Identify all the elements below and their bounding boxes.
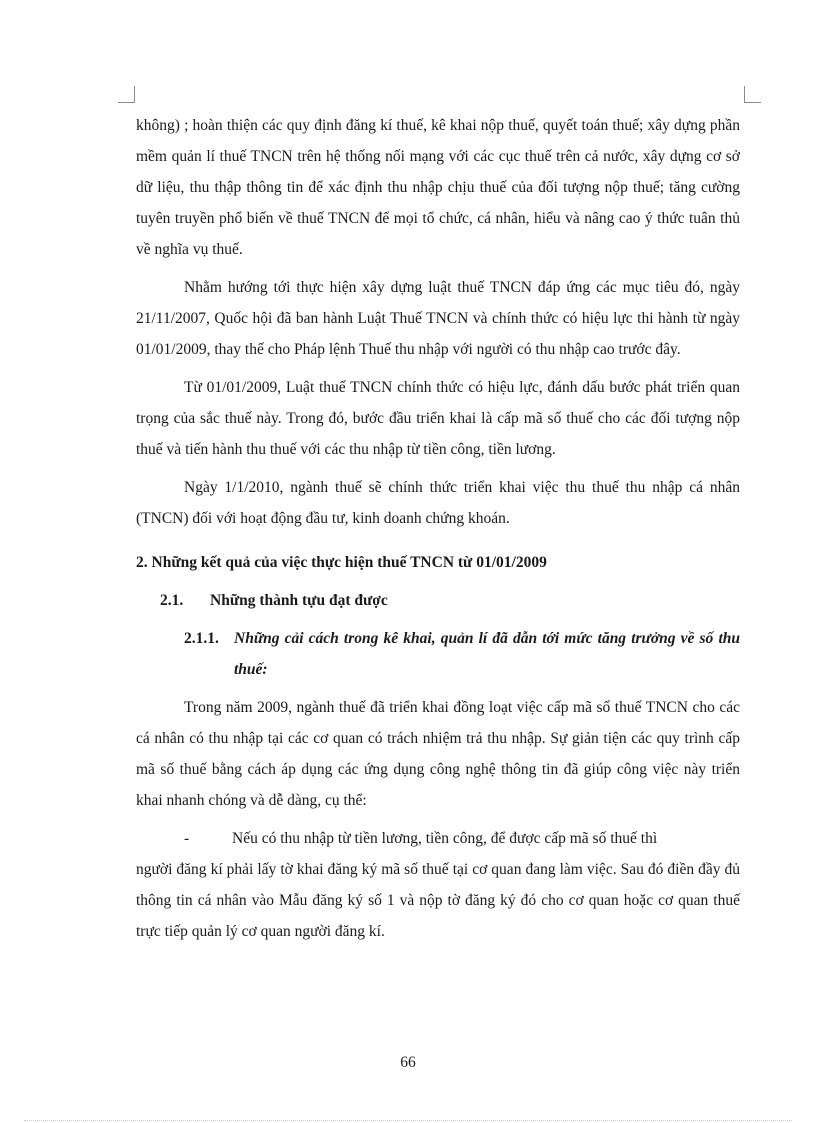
bullet-item <box>136 823 740 947</box>
paragraph-5: Trong năm 2009, ngành thuế đã triển khai đồng loạt việc cấp mã số thuế TNCN cho các cá nhân có thu nhập tại các cơ quan có trách nhiệm trả thu nhập. Sự giản tiện các quy trình cấp mã số thuế bằng cách áp dụng các ứng dụng công nghệ thông tin đã giúp công việc này triển khai nhanh chóng và dễ dàng, cụ thể: <box>136 699 740 809</box>
page-body <box>136 110 740 947</box>
heading-text: Những cải cách trong kê khai, quản lí đã dẫn tới mức tăng trưởng về số thu thuế: <box>234 630 740 678</box>
section-heading-2-1 <box>136 585 740 616</box>
paragraph-3: Từ 01/01/2009, Luật thuế TNCN chính thức có hiệu lực, đánh dấu bước phát triển quan trọng của sắc thuế này. Trong đó, bước đầu triển khai là cấp mã số thuế cho các đối tượng nộp thuế và tiến hành thu thuế với các thu nhập từ tiền công, tiền lương. <box>136 379 740 458</box>
page-number: 66 <box>400 1054 416 1071</box>
section-heading-2-1-1 <box>136 623 740 685</box>
heading-text: Những thành tựu đạt được <box>210 592 388 609</box>
page-bottom-border <box>24 1120 792 1121</box>
paragraph-1: không) ; hoàn thiện các quy định đăng kí thuế, kê khai nộp thuế, quyết toán thuế; xây dựng phần mềm quản lí thuế TNCN trên hệ thống nối mạng với các cục thuế trên cả nước, xây dựng cơ sở dữ liệu, thu thập thông tin để xác định thu nhập chịu thuế của đối tượng nộp thuế; tăng cường tuyên truyền phổ biến về thuế TNCN để mọi tổ chức, cá nhân, hiểu và nâng cao ý thức tuân thủ về nghĩa vụ thuế. <box>136 117 740 258</box>
heading-number: 2.1. <box>160 592 184 609</box>
paragraph-4: Ngày 1/1/2010, ngành thuế sẽ chính thức triển khai việc thu thuế thu nhập cá nhân (TNCN) đối với hoạt động đầu tư, kinh doanh chứng khoán. <box>136 479 740 527</box>
section-heading-2: 2. Những kết quả của việc thực hiện thuế TNCN từ 01/01/2009 <box>136 554 547 571</box>
bullet-dash: - <box>184 830 190 847</box>
crop-mark-top-right <box>744 86 761 103</box>
bullet-body: người đăng kí phải lấy tờ khai đăng ký mã số thuế tại cơ quan đang làm việc. Sau đó điền đầy đủ thông tin cá nhân vào Mẫu đăng ký số 1 và nộp tờ đăng ký đó cho cơ quan hoặc cơ quan thuế trực tiếp quản lý cơ quan người đăng kí. <box>136 861 740 940</box>
paragraph-2: Nhằm hướng tới thực hiện xây dựng luật thuế TNCN đáp ứng các mục tiêu đó, ngày 21/11/2007, Quốc hội đã ban hành Luật Thuế TNCN và chính thức có hiệu lực thi hành từ ngày 01/01/2009, thay thế cho Pháp lệnh Thuế thu nhập với người có thu nhập cao trước đây. <box>136 279 740 358</box>
crop-mark-top-left <box>118 86 135 103</box>
bullet-first-line: Nếu có thu nhập từ tiền lương, tiền công, để được cấp mã số thuế thì <box>232 830 658 847</box>
heading-number: 2.1.1. <box>184 630 219 647</box>
